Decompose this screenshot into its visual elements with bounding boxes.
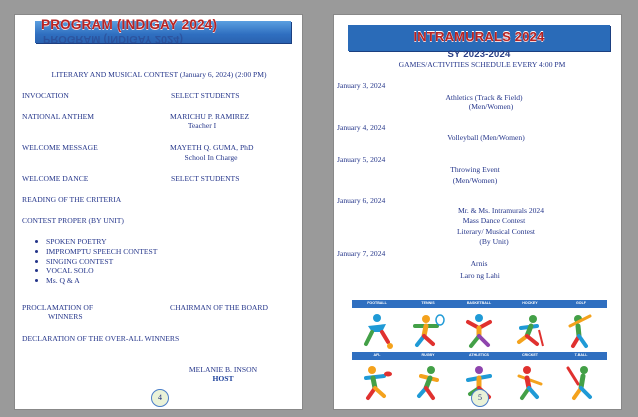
- schedule-date: January 5, 2024: [337, 155, 386, 164]
- schedule-date: January 4, 2024: [337, 123, 386, 132]
- sports-label-strip-2: [352, 352, 607, 360]
- contest-list: [35, 237, 157, 286]
- host-role: HOST: [212, 374, 234, 383]
- schedule-event: (Men/Women): [452, 176, 498, 185]
- program-item-subvalue: School In Charge: [184, 153, 238, 162]
- sport-label: HOCKEY: [522, 301, 538, 305]
- schedule-date: January 6, 2024: [337, 196, 386, 205]
- schedule-event: Mr. & Ms. Intramurals 2024: [457, 206, 545, 215]
- program-title-reflection: PROGRAM (INDIGAY 2024): [43, 33, 183, 45]
- proclamation-label: PROCLAMATION OF: [22, 303, 94, 312]
- list-item: Ms. Q & A: [35, 276, 157, 286]
- cricket-icon: [513, 364, 547, 402]
- program-item-subvalue: Teacher I: [187, 121, 217, 130]
- football-icon: [360, 312, 394, 350]
- program-item-label: INVOCATION: [22, 91, 69, 100]
- schedule-event: Arnis: [470, 259, 488, 268]
- schedule-event: Athletics (Track & Field): [445, 93, 523, 102]
- schedule-date: January 7, 2024: [337, 249, 386, 258]
- program-item-value: SELECT STUDENTS: [171, 91, 240, 100]
- program-item-label: NATIONAL ANTHEM: [22, 112, 95, 121]
- sport-label: GOLF: [576, 301, 586, 305]
- afl-icon: [360, 364, 394, 402]
- program-title: PROGRAM (INDIGAY 2024): [41, 17, 218, 32]
- sport-label: T-BALL: [574, 353, 588, 357]
- intramurals-page: [333, 14, 622, 410]
- host-name: MELANIE B. INSON: [188, 365, 258, 374]
- program-item-label: WELCOME DANCE: [22, 174, 89, 183]
- program-page: [14, 14, 303, 410]
- basketball-icon: [462, 312, 496, 350]
- intramurals-title: INTRAMURALS 2024: [413, 29, 545, 44]
- schedule-event: Literary/ Musical Contest: [456, 227, 536, 236]
- list-item: SINGING CONTEST: [35, 257, 157, 267]
- sports-label-strip-1: [352, 300, 607, 308]
- tennis-icon: [411, 312, 445, 350]
- schedule-event: Volleyball (Men/Women): [447, 133, 525, 142]
- program-item-value: SELECT STUDENTS: [171, 174, 240, 183]
- page-number: 4: [151, 389, 169, 407]
- sport-label: FOOTBALL: [367, 301, 387, 305]
- rugby-icon: [411, 364, 445, 402]
- schedule-event: Throwing Event: [450, 165, 500, 174]
- program-item-label: WELCOME MESSAGE: [22, 143, 98, 152]
- declaration-text: DECLARATION OF THE OVER-ALL WINNERS: [22, 334, 180, 343]
- golf-icon: [564, 312, 598, 350]
- sport-label: ATHLETICS: [469, 353, 489, 357]
- sport-label: AFL: [373, 353, 381, 357]
- proclamation-value: CHAIRMAN OF THE BOARD: [170, 303, 268, 312]
- t-ball-icon: [564, 364, 598, 402]
- program-item-label: CONTEST PROPER (BY UNIT): [22, 216, 124, 225]
- sport-label: TENNIS: [421, 301, 435, 305]
- program-subtitle: LITERARY AND MUSICAL CONTEST (January 6, 2024) (2:00 PM): [51, 70, 267, 79]
- sport-label: BASKETBALL: [466, 301, 492, 305]
- schedule-event: Mass Dance Contest: [462, 216, 526, 225]
- schedule-event: Laro ng Lahi: [460, 271, 500, 280]
- list-item: VOCAL SOLO: [35, 266, 157, 276]
- schedule-subtitle: GAMES/ACTIVITIES SCHEDULE EVERY 4:00 PM: [398, 60, 566, 69]
- proclamation-label-2: WINNERS: [48, 312, 83, 321]
- list-item: IMPROMPTU SPEECH CONTEST: [35, 247, 157, 257]
- program-item-value: MARICHU P. RAMIREZ: [170, 112, 250, 121]
- list-item: SPOKEN POETRY: [35, 237, 157, 247]
- intramurals-sy: SY 2023-2024: [447, 49, 511, 60]
- hockey-icon: [513, 312, 547, 350]
- sport-label: RUGBY: [421, 353, 435, 357]
- page-number: 5: [471, 389, 489, 407]
- program-item-label: READING OF THE CRITERIA: [22, 195, 122, 204]
- sport-label: CRICKET: [522, 353, 538, 357]
- schedule-event: (By Unit): [479, 237, 509, 246]
- schedule-date: January 3, 2024: [337, 81, 386, 90]
- schedule-event: (Men/Women): [468, 102, 514, 111]
- program-item-value: MAYETH Q. GUMA, PhD: [170, 143, 254, 152]
